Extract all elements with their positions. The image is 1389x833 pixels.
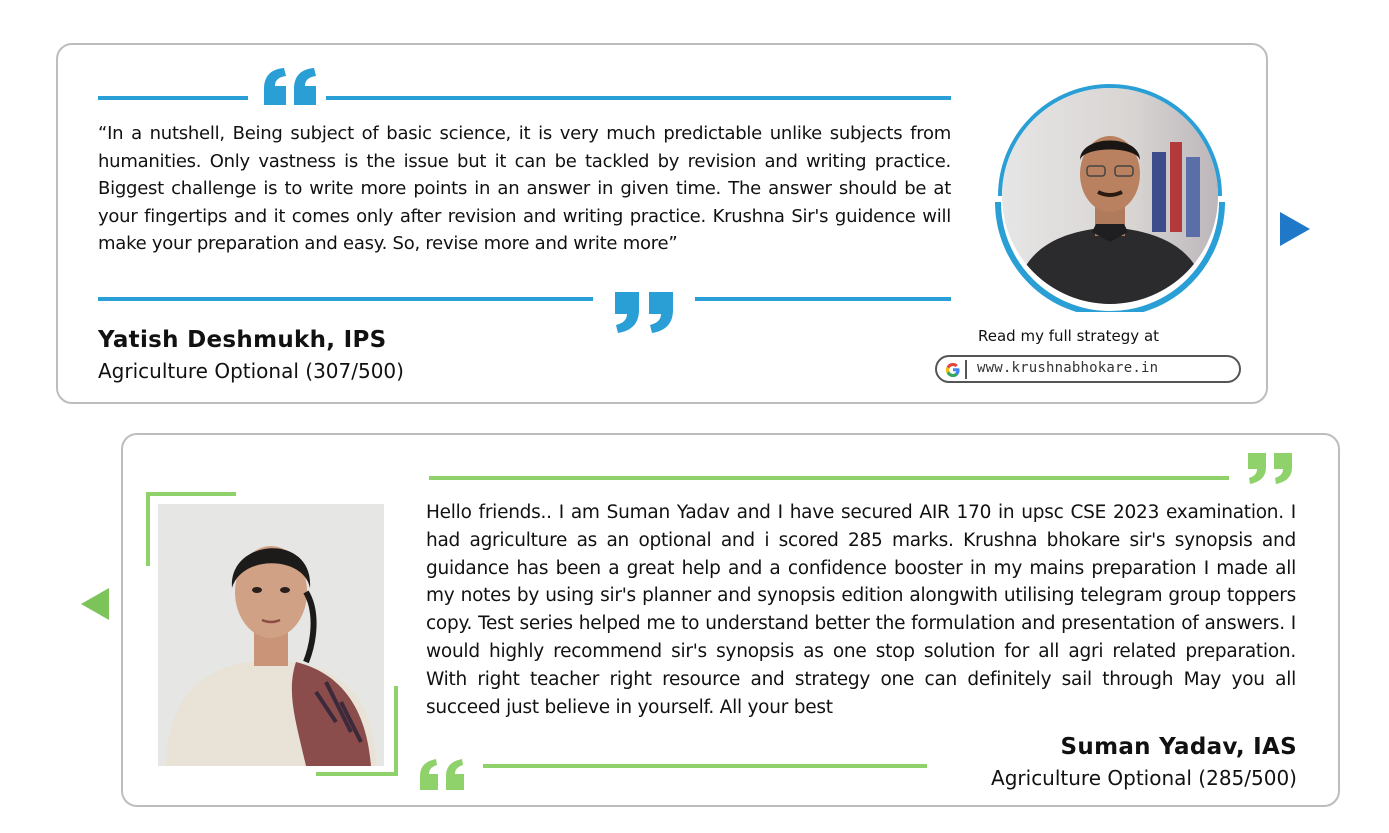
close-quote-icon bbox=[613, 290, 677, 334]
play-left-icon[interactable] bbox=[81, 588, 109, 620]
close-quote-icon bbox=[1246, 451, 1296, 485]
search-divider bbox=[965, 360, 967, 379]
top-rule bbox=[429, 476, 1229, 480]
open-quote-icon bbox=[262, 67, 320, 107]
author-name: Yatish Deshmukh, IPS bbox=[98, 327, 387, 353]
testimonial-quote: “In a nutshell, Being subject of basic science, it is very much predictable unlike subjects from humanities. Only vastness is the issue but it can be tackled by revision and writing practice. Biggest challenge is to write more points in an answer in given time. The answer should be at your fingertips and it comes only after revision and writing practice. Krushna Sir's guidence will make your preparation and easy. So, revise more and write more” bbox=[98, 123, 951, 255]
top-rule-right bbox=[326, 96, 951, 100]
website-url[interactable]: www.krushnabhokare.in bbox=[977, 360, 1159, 376]
portrait-photo bbox=[992, 82, 1228, 312]
bottom-rule bbox=[483, 764, 927, 768]
strategy-label: Read my full strategy at bbox=[978, 327, 1160, 345]
open-quote-icon bbox=[418, 758, 468, 792]
play-right-icon[interactable] bbox=[1280, 212, 1310, 246]
website-link[interactable] bbox=[935, 355, 1241, 383]
author-subtitle: Agriculture Optional (285/500) bbox=[991, 766, 1297, 790]
portrait-photo bbox=[146, 492, 398, 776]
top-rule-left bbox=[98, 96, 248, 100]
testimonial-quote: Hello friends.. I am Suman Yadav and I have secured AIR 170 in upsc CSE 2023 examination. I had agriculture as an optional and i scored 285 marks. Krushna bhokare sir's synopsis and guidance has been a great help and a confidence booster in my mains preparation I made all my notes by using sir's planner and synopsis edition alongwith utilising telegram group toppers copy. Test series helped me to understand better the formulation and presentation of answers. I would highly recommend sir's synopsis as one stop solution for all agri related preparation. With right teacher right resource and strategy one can definitely sail through May you all succeed just believe in yourself. All your best bbox=[426, 502, 1296, 718]
google-icon bbox=[943, 360, 963, 380]
bottom-rule-right bbox=[695, 297, 951, 301]
author-name: Suman Yadav, IAS bbox=[1060, 734, 1297, 760]
author-subtitle: Agriculture Optional (307/500) bbox=[98, 359, 404, 383]
bottom-rule-left bbox=[98, 297, 593, 301]
